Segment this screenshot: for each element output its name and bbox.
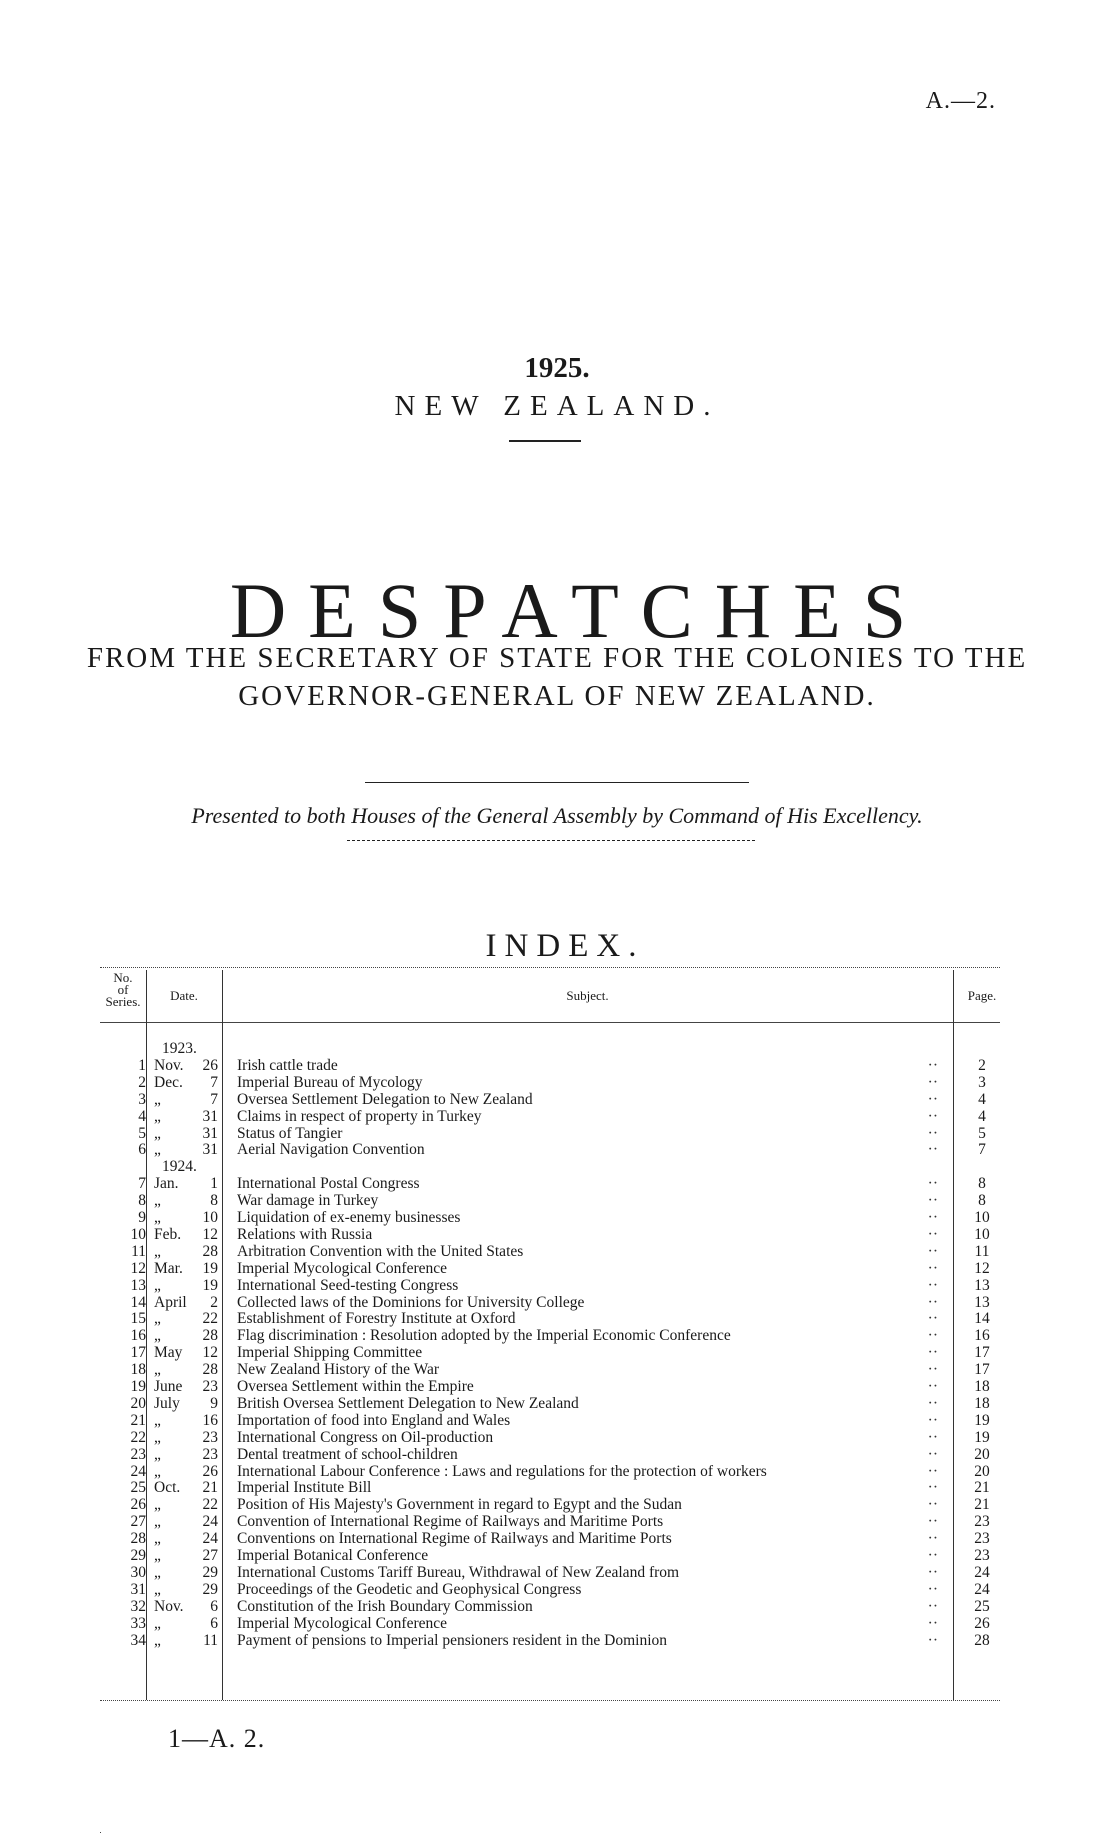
subject-text: Position of His Majesty's Government in regard to Egypt and the Sudan (237, 1496, 682, 1514)
page-number: 21 (974, 1496, 990, 1514)
leader-dots: ·· (927, 1631, 938, 1649)
subject-text: Liquidation of ex-enemy businesses (237, 1209, 461, 1226)
header-subject: Subject. (566, 988, 609, 1003)
date-day: 12 (202, 1344, 218, 1362)
year-marker-row (100, 1040, 1000, 1057)
date-day: 22 (202, 1310, 218, 1328)
page-number: 16 (974, 1327, 990, 1345)
date-month: „ (154, 1513, 161, 1531)
date-day: 28 (202, 1327, 218, 1345)
leader-dots: ·· (927, 1563, 938, 1581)
series-number: 9 (138, 1209, 146, 1226)
subject-text: Imperial Bureau of Mycology (237, 1073, 423, 1091)
leader-dots: ·· (927, 1073, 938, 1091)
leader-dots: ·· (927, 1242, 938, 1260)
date-day: 6 (210, 1597, 218, 1615)
subject-text: Relations with Russia (237, 1225, 373, 1243)
page-number: 14 (974, 1310, 990, 1328)
date-month: Nov. (154, 1597, 184, 1615)
page-number: 19 (974, 1411, 990, 1429)
series-number: 17 (130, 1344, 146, 1362)
subject-text: International Postal Congress (237, 1175, 420, 1193)
series-number: 20 (130, 1394, 146, 1412)
leader-dots: ·· (927, 1175, 938, 1193)
date-day: 24 (202, 1513, 218, 1531)
leader-dots: ·· (927, 1225, 938, 1243)
table-row (100, 1175, 1000, 1192)
table-row (100, 1091, 1000, 1108)
series-number: 1 (138, 1056, 146, 1074)
subject-text: War damage in Turkey (237, 1192, 379, 1210)
date-month: „ (154, 1242, 161, 1260)
series-number: 24 (130, 1462, 146, 1480)
table-row (100, 1615, 1000, 1632)
page-number: 25 (974, 1597, 990, 1615)
date-day: 29 (202, 1563, 218, 1581)
series-number: 11 (131, 1242, 146, 1260)
page-number: 18 (974, 1378, 990, 1395)
date-month: May (154, 1344, 183, 1362)
page-number: 11 (974, 1242, 990, 1260)
table-row (100, 1294, 1000, 1311)
date-month: „ (154, 1496, 161, 1514)
table-row (100, 1412, 1000, 1429)
series-number: 25 (130, 1479, 146, 1497)
document-title: DESPATCHES (229, 567, 929, 654)
table-row (100, 1598, 1000, 1615)
series-number: 30 (130, 1563, 146, 1581)
subtitle-line-2: GOVERNOR-GENERAL OF NEW ZEALAND. (238, 680, 876, 712)
leader-dots: ·· (927, 1394, 938, 1412)
table-row (100, 1564, 1000, 1581)
date-month: „ (154, 1428, 161, 1446)
page-number: 10 (974, 1209, 990, 1226)
series-number: 10 (130, 1225, 146, 1243)
series-number: 15 (130, 1310, 146, 1328)
subject-text: New Zealand History of the War (237, 1361, 440, 1379)
date-day: 28 (202, 1361, 218, 1379)
subject-text: Payment of pensions to Imperial pensioners resident in the Dominion (237, 1631, 668, 1649)
subject-text: International Labour Conference : Laws and regulations for the protection of workers (237, 1462, 767, 1480)
year-marker-row (100, 1158, 1000, 1175)
date-month: „ (154, 1141, 161, 1159)
page-number: 13 (974, 1293, 990, 1311)
leader-dots: ·· (927, 1259, 938, 1277)
table-top-rule (100, 967, 1000, 968)
subject-text: Oversea Settlement within the Empire (237, 1378, 474, 1395)
page-number: 20 (974, 1445, 990, 1463)
page-number: 17 (974, 1344, 990, 1362)
series-number: 3 (138, 1090, 146, 1108)
series-number: 34 (130, 1631, 146, 1649)
date-month: „ (154, 1631, 161, 1649)
leader-dots: ·· (927, 1462, 938, 1480)
subject-text: Imperial Mycological Conference (237, 1259, 448, 1277)
series-number: 2 (138, 1073, 146, 1091)
leader-dots: ·· (927, 1276, 938, 1294)
date-month: „ (154, 1107, 161, 1125)
series-number: 29 (130, 1547, 146, 1564)
page-number: 4 (978, 1107, 986, 1125)
subject-text: Irish cattle trade (237, 1056, 338, 1074)
divider-rule-long (365, 782, 749, 783)
date-day: 31 (202, 1141, 218, 1159)
leader-dots: ·· (927, 1090, 938, 1108)
series-number: 22 (130, 1428, 146, 1446)
table-row (100, 1530, 1000, 1547)
date-day: 16 (202, 1411, 218, 1429)
table-row (100, 1108, 1000, 1125)
page-number: 28 (974, 1631, 990, 1649)
page-number: 13 (974, 1276, 990, 1294)
subject-text: International Customs Tariff Bureau, Withdrawal of New Zealand from (237, 1563, 680, 1581)
table-row (100, 1361, 1000, 1378)
country-heading: NEW ZEALAND. (394, 390, 720, 422)
leader-dots: ·· (927, 1293, 938, 1311)
leader-dots: ·· (927, 1141, 938, 1159)
date-day: 10 (202, 1209, 218, 1226)
date-day: 19 (202, 1276, 218, 1294)
date-month: Oct. (154, 1479, 181, 1497)
date-day: 24 (202, 1530, 218, 1548)
date-day: 23 (202, 1445, 218, 1463)
table-header-rule (100, 1022, 1000, 1023)
subject-text: Conventions on International Regime of Railways and Maritime Ports (237, 1530, 672, 1548)
series-number: 21 (130, 1411, 146, 1429)
page-number: 8 (978, 1192, 986, 1210)
date-month: July (154, 1394, 180, 1412)
header-page: Page. (967, 988, 997, 1003)
date-month: Feb. (154, 1225, 182, 1243)
table-row (100, 1141, 1000, 1158)
date-month: „ (154, 1276, 161, 1294)
series-number: 27 (130, 1513, 146, 1531)
table-row (100, 1632, 1000, 1649)
date-day: 28 (202, 1242, 218, 1260)
leader-dots: ·· (927, 1310, 938, 1328)
series-number: 13 (130, 1276, 146, 1294)
leader-dots: ·· (927, 1107, 938, 1125)
table-row (100, 1209, 1000, 1226)
date-month: „ (154, 1530, 161, 1548)
leader-dots: ·· (927, 1547, 938, 1564)
subject-text: Dental treatment of school-children (237, 1445, 458, 1463)
subject-text: Establishment of Forestry Institute at Oxford (237, 1310, 516, 1328)
subject-text: Collected laws of the Dominions for University College (237, 1293, 585, 1311)
table-row (100, 1581, 1000, 1598)
subject-text: Claims in respect of property in Turkey (237, 1107, 482, 1125)
date-day: 9 (210, 1394, 218, 1412)
divider-rule-dashed (347, 840, 755, 841)
table-row (100, 1479, 1000, 1496)
subject-text: Arbitration Convention with the United States (237, 1242, 524, 1260)
table-row (100, 1446, 1000, 1463)
leader-dots: ·· (927, 1192, 938, 1210)
page-number: 23 (974, 1513, 990, 1531)
leader-dots: ·· (927, 1344, 938, 1362)
page-number: 8 (978, 1175, 986, 1193)
table-row (100, 1243, 1000, 1260)
date-day: 31 (202, 1124, 218, 1142)
leader-dots: ·· (927, 1378, 938, 1395)
leader-dots: ·· (927, 1479, 938, 1497)
subject-text: Imperial Shipping Committee (237, 1344, 423, 1362)
subject-text: Status of Tangier (237, 1124, 343, 1142)
table-bottom-rule (100, 1700, 1000, 1701)
subject-text: Imperial Institute Bill (237, 1479, 372, 1497)
page-number: 7 (978, 1141, 986, 1159)
date-day: 2 (210, 1293, 218, 1311)
date-month: April (154, 1293, 187, 1311)
subject-text: Oversea Settlement Delegation to New Zealand (237, 1090, 533, 1108)
subject-text: Imperial Botanical Conference (237, 1547, 429, 1564)
table-row (100, 1378, 1000, 1395)
series-number: 14 (130, 1293, 146, 1311)
date-day: 23 (202, 1428, 218, 1446)
series-number: 4 (138, 1107, 146, 1125)
date-month: Mar. (154, 1259, 183, 1277)
series-number: 32 (130, 1597, 146, 1615)
table-bottom-anchor (100, 1832, 101, 1833)
leader-dots: ·· (927, 1327, 938, 1345)
leader-dots: ·· (927, 1445, 938, 1463)
date-day: 21 (202, 1479, 218, 1497)
year-marker: 1923. (162, 1040, 197, 1057)
page-footer: 1—A. 2. (168, 1724, 266, 1753)
date-month: Nov. (154, 1056, 184, 1074)
leader-dots: ·· (927, 1209, 938, 1226)
date-month: „ (154, 1361, 161, 1379)
page-number: 3 (978, 1073, 986, 1091)
table-row (100, 1395, 1000, 1412)
date-month: „ (154, 1462, 161, 1480)
date-month: Jan. (154, 1175, 179, 1193)
series-number: 23 (130, 1445, 146, 1463)
series-number: 33 (130, 1614, 146, 1632)
page-number: 23 (974, 1530, 990, 1548)
page-number: 23 (974, 1547, 990, 1564)
presented-statement: Presented to both Houses of the General Assembly by Command of His Excellency. (191, 803, 923, 828)
subject-text: Flag discrimination : Resolution adopted by the Imperial Economic Conference (237, 1327, 731, 1345)
date-day: 31 (202, 1107, 218, 1125)
date-day: 26 (202, 1462, 218, 1480)
page-number: 20 (974, 1462, 990, 1480)
page-number: 4 (978, 1090, 986, 1108)
date-month: „ (154, 1192, 161, 1210)
subject-text: Importation of food into England and Wales (237, 1411, 511, 1429)
table-row (100, 1429, 1000, 1446)
date-day: 23 (202, 1378, 218, 1395)
table-row (100, 1327, 1000, 1344)
table-row (100, 1513, 1000, 1530)
date-month: June (154, 1378, 183, 1395)
table-row (100, 1310, 1000, 1327)
date-month: „ (154, 1327, 161, 1345)
leader-dots: ·· (927, 1513, 938, 1531)
page-number: 18 (974, 1394, 990, 1412)
subject-text: Imperial Mycological Conference (237, 1614, 448, 1632)
divider-rule-short (509, 440, 581, 442)
date-month: „ (154, 1563, 161, 1581)
page-number: 5 (978, 1124, 986, 1142)
date-day: 19 (202, 1259, 218, 1277)
page-number: 2 (978, 1056, 986, 1074)
subject-text: Proceedings of the Geodetic and Geophysical Congress (237, 1580, 582, 1598)
date-day: 22 (202, 1496, 218, 1514)
page-number: 17 (974, 1361, 990, 1379)
date-day: 27 (202, 1547, 218, 1564)
page-number: 26 (974, 1614, 990, 1632)
series-number: 6 (138, 1141, 146, 1159)
subject-text: International Congress on Oil-production (237, 1428, 494, 1446)
table-row (100, 1125, 1000, 1142)
date-day: 7 (210, 1073, 218, 1091)
subject-text: International Seed-testing Congress (237, 1276, 459, 1294)
date-day: 12 (202, 1225, 218, 1243)
table-row (100, 1463, 1000, 1480)
year-heading: 1925. (524, 352, 590, 384)
page-number: 10 (974, 1225, 990, 1243)
index-heading: INDEX. (485, 928, 645, 964)
series-number: 28 (130, 1530, 146, 1548)
table-row (100, 1277, 1000, 1294)
leader-dots: ·· (927, 1530, 938, 1548)
table-row (100, 1260, 1000, 1277)
date-day: 26 (202, 1056, 218, 1074)
table-row (100, 1496, 1000, 1513)
header-date: Date. (170, 988, 198, 1003)
document-reference: A.—2. (925, 88, 996, 114)
series-number: 8 (138, 1192, 146, 1210)
series-number: 31 (130, 1580, 146, 1598)
table-row (100, 1226, 1000, 1243)
subject-text: British Oversea Settlement Delegation to New Zealand (237, 1394, 579, 1412)
leader-dots: ·· (927, 1124, 938, 1142)
leader-dots: ·· (927, 1411, 938, 1429)
subtitle-line-1: FROM THE SECRETARY OF STATE FOR THE COLONIES TO THE (86, 642, 1028, 674)
series-number: 5 (138, 1124, 146, 1142)
series-number: 7 (138, 1175, 146, 1193)
leader-dots: ·· (927, 1580, 938, 1598)
table-row (100, 1074, 1000, 1091)
page-number: 24 (974, 1563, 990, 1581)
date-day: 29 (202, 1580, 218, 1598)
series-number: 12 (130, 1259, 146, 1277)
table-row (100, 1192, 1000, 1209)
series-number: 16 (130, 1327, 146, 1345)
date-month: „ (154, 1547, 161, 1564)
table-row (100, 1057, 1000, 1074)
date-day: 1 (210, 1175, 218, 1193)
series-number: 26 (130, 1496, 146, 1514)
date-day: 7 (210, 1090, 218, 1108)
header-series: No. of Series. (105, 970, 141, 1009)
subject-text: Convention of International Regime of Railways and Maritime Ports (237, 1513, 664, 1531)
series-number: 19 (130, 1378, 146, 1395)
subject-text: Constitution of the Irish Boundary Commission (237, 1597, 533, 1615)
leader-dots: ·· (927, 1361, 938, 1379)
series-number: 18 (130, 1361, 146, 1379)
date-month: „ (154, 1209, 161, 1226)
leader-dots: ·· (927, 1597, 938, 1615)
date-month: Dec. (154, 1073, 183, 1091)
date-day: 8 (210, 1192, 218, 1210)
page-number: 24 (974, 1580, 990, 1598)
date-month: „ (154, 1445, 161, 1463)
date-month: „ (154, 1614, 161, 1632)
page-number: 19 (974, 1428, 990, 1446)
leader-dots: ·· (927, 1056, 938, 1074)
date-month: „ (154, 1090, 161, 1108)
subject-text: Aerial Navigation Convention (237, 1141, 425, 1159)
page-number: 21 (974, 1479, 990, 1497)
date-month: „ (154, 1580, 161, 1598)
table-row (100, 1547, 1000, 1564)
leader-dots: ·· (927, 1496, 938, 1514)
date-month: „ (154, 1411, 161, 1429)
date-day: 11 (203, 1631, 218, 1649)
date-day: 6 (210, 1614, 218, 1632)
table-row (100, 1344, 1000, 1361)
page-number: 12 (974, 1259, 990, 1277)
date-month: „ (154, 1310, 161, 1328)
date-month: „ (154, 1124, 161, 1142)
leader-dots: ·· (927, 1428, 938, 1446)
leader-dots: ·· (927, 1614, 938, 1632)
year-marker: 1924. (162, 1158, 197, 1176)
